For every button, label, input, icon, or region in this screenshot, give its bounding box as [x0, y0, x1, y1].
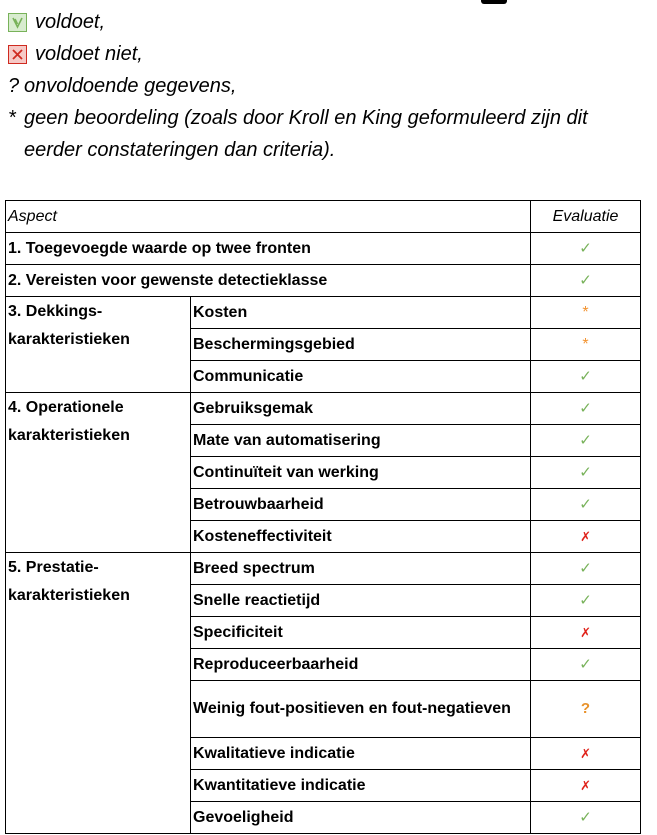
cross-icon: ✗ — [580, 528, 591, 544]
table-row — [6, 233, 641, 265]
evaluation-cell — [531, 393, 641, 425]
table-row — [6, 393, 641, 425]
check-icon: ✓ — [579, 464, 592, 481]
group-label: 4. Operationele karakteristieken — [6, 393, 191, 553]
legend-none-text-1: geen beoordeling (zoals door Kroll en King geformuleerd zijn dit — [24, 107, 588, 129]
legend-not-ok — [8, 38, 653, 70]
evaluation-cell — [531, 297, 641, 329]
sub-aspect-label: Reproduceerbaarheid — [191, 649, 531, 681]
check-icon: ✓ — [579, 272, 592, 289]
check-icon: ✓ — [579, 560, 592, 577]
legend — [8, 6, 653, 166]
check-icon: ✓ — [579, 240, 592, 257]
check-icon: ✓ — [579, 496, 592, 513]
evaluation-cell — [531, 329, 641, 361]
group-label: 5. Prestatie-karakteristieken — [6, 553, 191, 834]
sub-aspect-label: Gevoeligheid — [191, 802, 531, 834]
sub-aspect-label: Breed spectrum — [191, 553, 531, 585]
evaluation-cell — [531, 233, 641, 265]
legend-none — [8, 102, 653, 134]
legend-ok — [8, 6, 653, 38]
cross-icon: ✗ — [580, 624, 591, 640]
sub-aspect-label: Kwalitatieve indicatie — [191, 738, 531, 770]
sub-aspect-label: Gebruiksgemak — [191, 393, 531, 425]
sub-aspect-label: Mate van automatisering — [191, 425, 531, 457]
top-edge-fragment — [481, 0, 507, 4]
question-icon: ? — [580, 700, 591, 717]
row-label: 1. Toegevoegde waarde op twee fronten — [6, 233, 531, 265]
sub-aspect-label: Communicatie — [191, 361, 531, 393]
legend-ok-text: voldoet, — [35, 11, 106, 33]
evaluation-cell — [531, 681, 641, 738]
check-icon: ✓ — [579, 809, 592, 826]
evaluation-cell — [531, 265, 641, 297]
check-icon: ✓ — [579, 656, 592, 673]
evaluation-cell — [531, 425, 641, 457]
check-box-icon — [8, 13, 27, 32]
check-icon: ✓ — [579, 368, 592, 385]
evaluation-cell — [531, 489, 641, 521]
evaluation-cell — [531, 617, 641, 649]
table-header-row — [6, 201, 641, 233]
evaluation-cell — [531, 361, 641, 393]
evaluation-cell — [531, 649, 641, 681]
table-row — [6, 553, 641, 585]
evaluation-cell — [531, 457, 641, 489]
asterisk-icon: * — [582, 335, 589, 353]
asterisk-icon: * — [582, 303, 589, 321]
sub-aspect-label: Specificiteit — [191, 617, 531, 649]
cross-icon: ✗ — [580, 777, 591, 793]
cross-icon: ✗ — [580, 745, 591, 761]
sub-aspect-label: Kosten — [191, 297, 531, 329]
row-label: 2. Vereisten voor gewenste detectieklasse — [6, 265, 531, 297]
header-aspect: Aspect — [6, 201, 531, 233]
header-evaluation: Evaluatie — [531, 201, 641, 233]
legend-unknown-text: onvoldoende gegevens, — [24, 75, 237, 97]
evaluation-cell — [531, 521, 641, 553]
evaluation-cell — [531, 553, 641, 585]
evaluation-cell — [531, 802, 641, 834]
sub-aspect-label: Kosteneffectiviteit — [191, 521, 531, 553]
evaluation-cell — [531, 585, 641, 617]
sub-aspect-label: Kwantitatieve indicatie — [191, 770, 531, 802]
sub-aspect-label: Beschermingsgebied — [191, 329, 531, 361]
sub-aspect-label: Snelle reactietijd — [191, 585, 531, 617]
group-label: 3. Dekkings-karakteristieken — [6, 297, 191, 393]
sub-aspect-label: Betrouwbaarheid — [191, 489, 531, 521]
question-symbol: ? — [8, 75, 20, 97]
check-icon: ✓ — [579, 432, 592, 449]
check-icon: ✓ — [579, 592, 592, 609]
legend-unknown — [8, 70, 653, 102]
asterisk-symbol: * — [8, 107, 16, 129]
legend-not-ok-text: voldoet niet, — [35, 43, 143, 65]
sub-aspect-label: Continuïteit van werking — [191, 457, 531, 489]
table-row — [6, 265, 641, 297]
table-row — [6, 297, 641, 329]
evaluation-cell — [531, 770, 641, 802]
sub-aspect-label: Weinig fout-positieven en fout-negatieven — [191, 681, 531, 738]
evaluation-table — [5, 200, 641, 834]
legend-none-text-2: eerder constateringen dan criteria). — [24, 139, 336, 161]
evaluation-cell — [531, 738, 641, 770]
check-icon: ✓ — [579, 400, 592, 417]
cross-box-icon — [8, 45, 27, 64]
